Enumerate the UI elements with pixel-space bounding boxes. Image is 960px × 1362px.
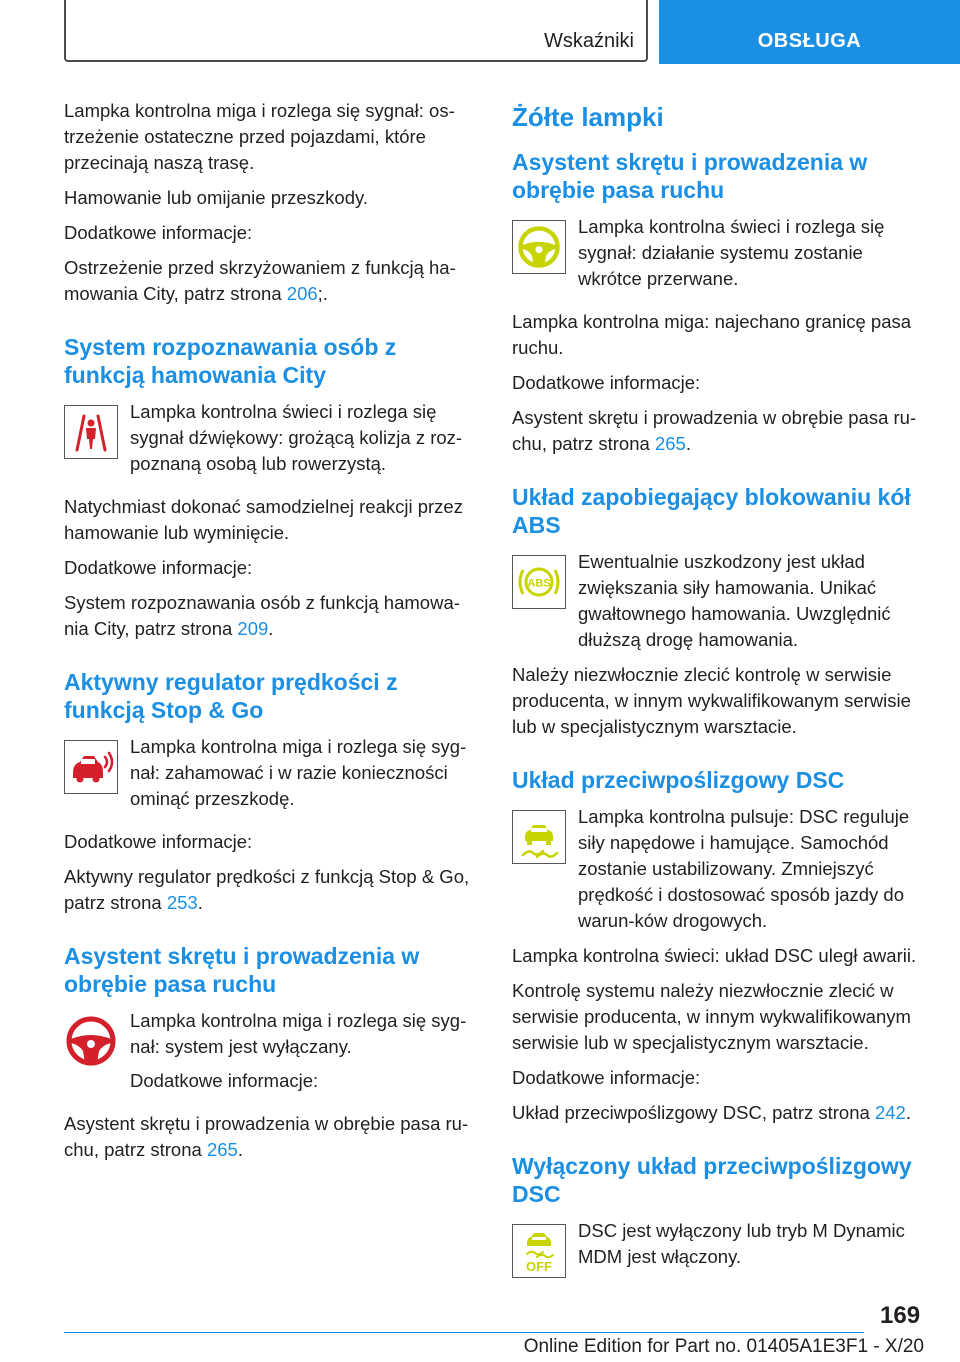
page-number: 169	[880, 1302, 921, 1329]
steering-wheel-icon	[64, 1014, 118, 1068]
dsc-skid-icon	[512, 810, 566, 864]
paragraph	[64, 1111, 476, 1163]
dsc-off-icon-label: OFF	[526, 1259, 552, 1274]
paragraph: Lampka kontrolna miga: najechano granicę pasa ruchu.	[512, 311, 912, 358]
section-title-cruise-control: Aktywny regulator prędkości z funkcją Stop & Go	[64, 669, 398, 723]
section-title-dsc: Układ przeciwpoślizgowy DSC	[512, 767, 845, 793]
pedestrian-warning-icon	[64, 405, 118, 459]
section-title-lane-assist-yellow: Asystent skrętu i prowadzenia w obrębie pasa ruchu	[512, 149, 868, 203]
paragraph: Dodatkowe informacje:	[64, 831, 253, 852]
page-link-265[interactable]: 265	[654, 433, 686, 454]
paragraph-text: Asystent skrętu i prowadzenia w obrębie pasa ru-chu, patrz strona	[512, 407, 917, 454]
dsc-off-icon	[512, 1224, 566, 1278]
paragraph-tail: .	[685, 433, 691, 454]
page-link-242[interactable]: 242	[874, 1102, 906, 1123]
paragraph: Lampka kontrolna świeci: układ DSC uległ awarii.	[512, 945, 917, 966]
footer-edition: Online Edition for Part no. 01405A1E3F1 - X/20	[523, 1336, 924, 1357]
paragraph: Lampka kontrolna miga i rozlega się syg-nał: zahamować i w razie konieczności ominąć przeszkodę.	[130, 736, 467, 809]
section-title-dsc-off: Wyłączony układ przeciwpoślizgowy DSC	[512, 1153, 912, 1207]
paragraph-tail: .	[268, 618, 274, 639]
indicator-block	[64, 399, 476, 485]
paragraph: Lampka kontrolna miga i rozlega się syg-nał: system jest wyłączany.	[130, 1010, 467, 1057]
footer-divider	[64, 1332, 864, 1333]
left-column	[64, 98, 476, 1172]
right-column	[512, 98, 926, 1287]
header-section-label: Wskaźniki	[543, 30, 634, 52]
paragraph: Dodatkowe informacje:	[512, 372, 701, 393]
page-link-206[interactable]: 206	[286, 283, 318, 304]
indicator-block	[512, 214, 926, 300]
paragraph-text: Aktywny regulator prędkości z funkcją Stop & Go, patrz strona	[64, 866, 470, 913]
paragraph	[64, 864, 476, 916]
section-title-lane-assist: Asystent skrętu i prowadzenia w obrębie pasa ruchu	[64, 943, 420, 997]
paragraph-tail: ;.	[317, 283, 328, 304]
indicator-block	[512, 1218, 926, 1278]
indicator-block	[64, 734, 476, 820]
paragraph-text: Układ przeciwpoślizgowy DSC, patrz strona	[512, 1102, 875, 1123]
section-title-abs: Układ zapobiegający blokowaniu kół ABS	[512, 484, 911, 538]
paragraph-text: Asystent skrętu i prowadzenia w obrębie pasa ru-chu, patrz strona	[64, 1113, 469, 1160]
paragraph: Lampka kontrolna świeci i rozlega się sygnał dźwiękowy: grożącą kolizja z roz-poznaną osobą lub rowerzystą.	[130, 401, 463, 474]
indicator-block	[512, 804, 926, 934]
paragraph: Dodatkowe informacje:	[64, 222, 253, 243]
indicator-block	[64, 1008, 476, 1102]
steering-wheel-icon	[512, 220, 566, 274]
paragraph: Dodatkowe informacje:	[512, 1067, 701, 1088]
abs-icon-label: ABS	[527, 577, 551, 590]
section-title-pedestrian: System rozpoznawania osób z funkcją hamowania City	[64, 334, 397, 388]
paragraph	[64, 590, 476, 642]
paragraph: Dodatkowe informacje:	[64, 557, 253, 578]
header-section-tab	[64, 0, 648, 62]
paragraph: Ewentualnie uszkodzony jest układ zwiększania siły hamowania. Unikać gwałtownego hamowania. Uwzględnić dłuższą drogę hamowania.	[578, 551, 891, 650]
paragraph-tail: .	[905, 1102, 911, 1123]
abs-icon	[512, 555, 566, 609]
page-link-209[interactable]: 209	[237, 618, 269, 639]
paragraph: Lampka kontrolna pulsuje: DSC reguluje siły napędowe i hamujące. Samochód zostanie ustabilizowany. Zmniejszyć prędkość i dostosować sposób jazdy do warun-ków drogowych.	[578, 806, 910, 931]
paragraph	[512, 405, 926, 457]
paragraph-tail: .	[237, 1139, 243, 1160]
paragraph: Lampka kontrolna miga i rozlega się sygnał: os-trzeżenie ostateczne przed pojazdami, które przecinają naszą trasę.	[64, 100, 455, 173]
paragraph: Dodatkowe informacje:	[130, 1070, 319, 1091]
paragraph-text: System rozpoznawania osób z funkcją hamowa-nia City, patrz strona	[64, 592, 460, 639]
car-collision-warning-icon	[64, 740, 118, 794]
page-link-265[interactable]: 265	[206, 1139, 238, 1160]
paragraph: Hamowanie lub omijanie przeszkody.	[64, 187, 369, 208]
header-chapter-label: OBSŁUGA	[757, 30, 862, 52]
paragraph: Należy niezwłocznie zlecić kontrolę w serwisie producenta, w innym wykwalifikowanym serwisie lub w specjalistycznym warsztacie.	[512, 664, 911, 737]
paragraph-tail: .	[197, 892, 203, 913]
paragraph: DSC jest wyłączony lub tryb M Dynamic MDM jest włączony.	[578, 1220, 905, 1267]
paragraph	[512, 1100, 926, 1126]
paragraph	[64, 255, 476, 307]
page-link-253[interactable]: 253	[166, 892, 198, 913]
paragraph-text: Ostrzeżenie przed skrzyżowaniem z funkcją ha-mowania City, patrz strona	[64, 257, 456, 304]
header-chapter-tab	[659, 0, 960, 64]
paragraph: Natychmiast dokonać samodzielnej reakcji przez hamowanie lub wyminięcie.	[64, 496, 463, 543]
section-heading-yellow-lamps: Żółte lampki	[512, 102, 664, 132]
paragraph: Lampka kontrolna świeci i rozlega się sygnał: działanie systemu zostanie wkrótce przerwane.	[578, 216, 885, 289]
paragraph: Kontrolę systemu należy niezwłocznie zlecić w serwisie producenta, w innym wykwalifikowanym serwisie lub w specjalistycznym warsztacie.	[512, 980, 911, 1053]
indicator-block	[512, 549, 926, 653]
